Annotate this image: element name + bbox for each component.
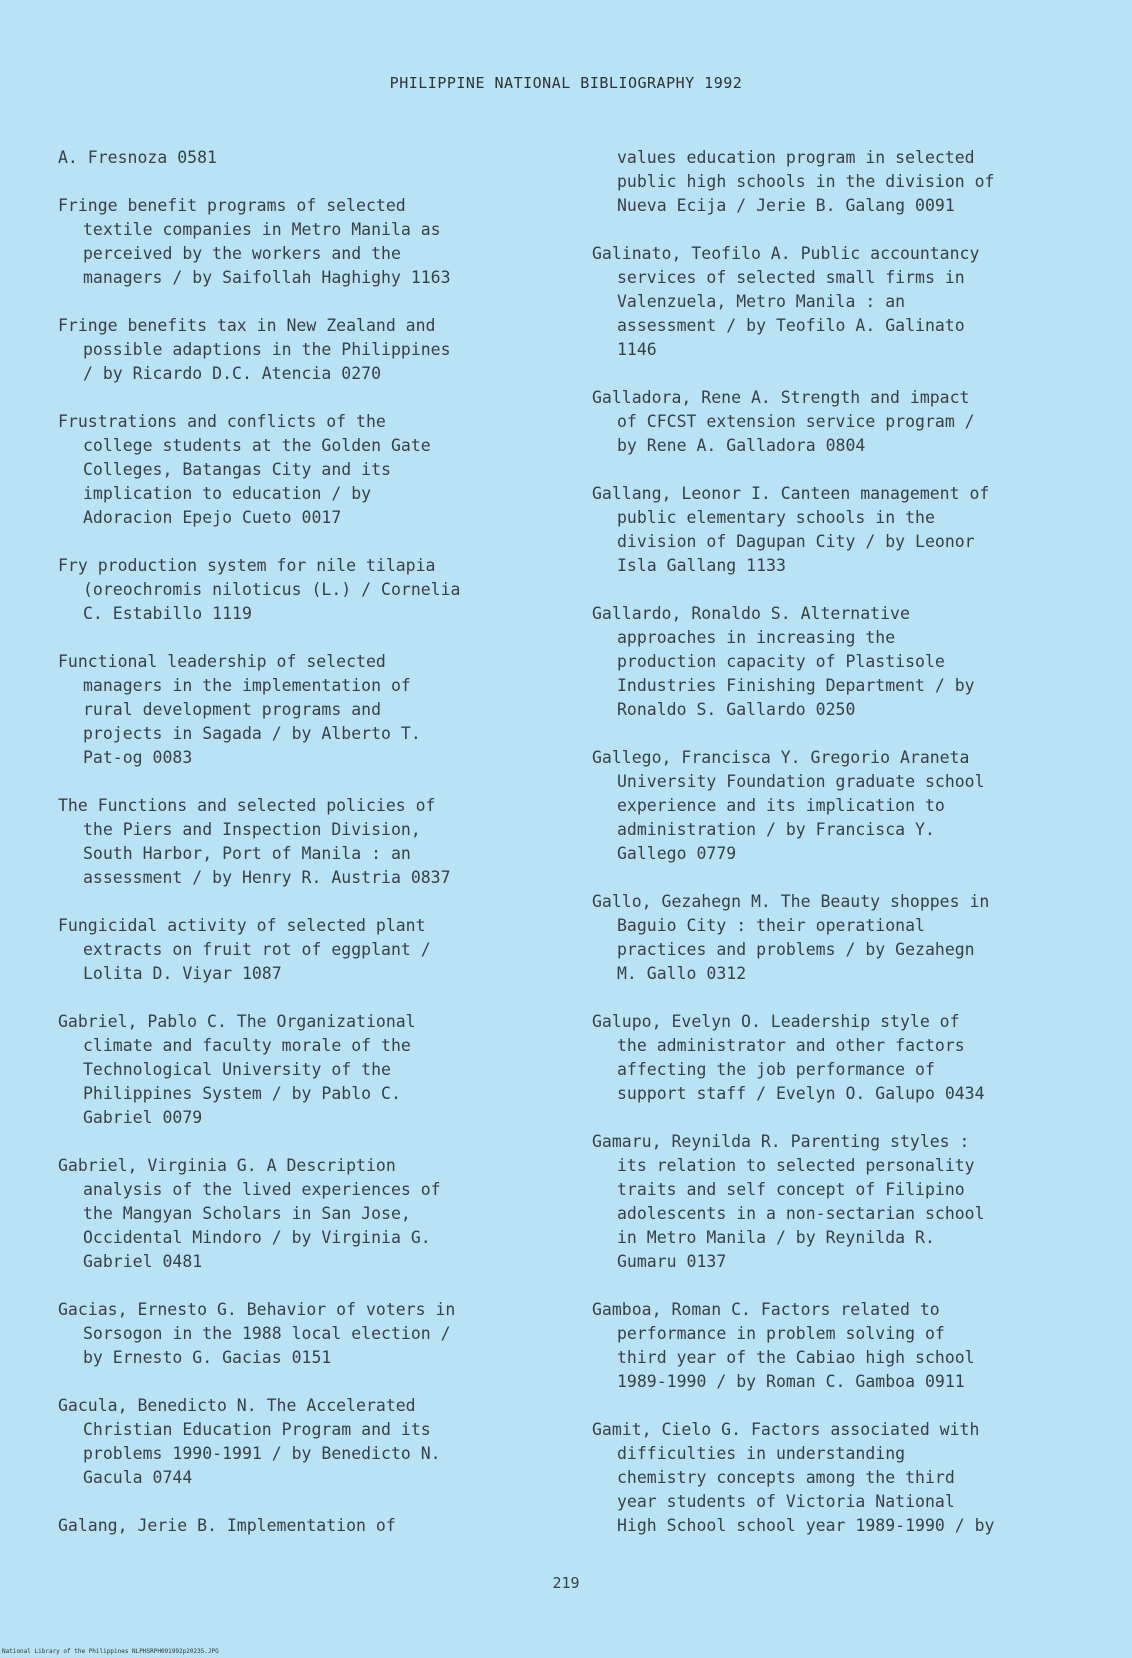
left-column: [58, 146, 558, 1562]
right-column: [592, 146, 1092, 1562]
bibliography-entry: Gallo, Gezahegn M. The Beauty shoppes in Baguio City : their operational practices and problems / by Gezahegn M. Gallo 0312: [592, 892, 990, 983]
bibliography-entry: Gacula, Benedicto N. The Accelerated Christian Education Program and its problems 1990-1991 / by Benedicto N. Gacula 0744: [58, 1396, 441, 1487]
bibliography-entry: Gamit, Cielo G. Factors associated with difficulties in understanding chemistry concepts among the third year students of Victoria National High School school year 1989-1990 / by: [592, 1420, 995, 1535]
page-header: PHILIPPINE NATIONAL BIBLIOGRAPHY 1992: [389, 74, 743, 92]
bibliography-entry: Galupo, Evelyn O. Leadership style of the administrator and other factors affecting the job performance of support staff / Evelyn O. Galupo 0434: [592, 1012, 985, 1103]
bibliography-entry: Galang, Jerie B. Implementation of: [58, 1516, 396, 1535]
bibliography-entry: Gallang, Leonor I. Canteen management of public elementary schools in the division of Dagupan City / by Leonor Isla Gallang 1133: [592, 484, 990, 575]
bibliography-entry: Gamaru, Reynilda R. Parenting styles : its relation to selected personality traits and self concept of Filipino adolescents in a non-sectarian school in Metro Manila / by Reynilda R. Gumaru 0137: [592, 1132, 985, 1271]
bibliography-entry: Fungicidal activity of selected plant extracts on fruit rot of eggplant / Lolita D. Viyar 1087: [58, 916, 431, 983]
bibliography-entry: Gallardo, Ronaldo S. Alternative approaches in increasing the production capacity of Plastisole Industries Finishing Department / by Ronaldo S. Gallardo 0250: [592, 604, 975, 719]
bibliography-entry: Gabriel, Pablo C. The Organizational climate and faculty morale of the Technological University of the Philippines System / by Pablo C. Gabriel 0079: [58, 1012, 416, 1127]
bibliography-entry: Gacias, Ernesto G. Behavior of voters in Sorsogon in the 1988 local election / by Ernesto G. Gacias 0151: [58, 1300, 456, 1367]
bibliography-entry: Gabriel, Virginia G. A Description analysis of the lived experiences of the Mangyan Scholars in San Jose, Occidental Mindoro / by Virginia G. Gabriel 0481: [58, 1156, 441, 1271]
bibliography-entry: Fringe benefit programs of selected textile companies in Metro Manila as perceived by the workers and the managers / by Saifollah Haghighy 1163: [58, 196, 451, 287]
scan-footer: National Library of the Philippines NLPHSRPH091992p20235.JPG: [2, 1648, 219, 1655]
bibliography-entry: A. Fresnoza 0581: [58, 148, 217, 167]
bibliography-entry: Gamboa, Roman C. Factors related to performance in problem solving of third year of the Cabiao high school 1989-1990 / by Roman C. Gamboa 0911: [592, 1300, 975, 1391]
bibliography-entry: Fringe benefits tax in New Zealand and possible adaptions in the Philippines / by Ricardo D.C. Atencia 0270: [58, 316, 451, 383]
bibliography-entry: Gallego, Francisca Y. Gregorio Araneta University Foundation graduate school experience and its implication to administration / by Francisca Y. Gallego 0779: [592, 748, 985, 863]
bibliography-entry: Galinato, Teofilo A. Public accountancy services of selected small firms in Valenzuela, Metro Manila : an assessment / by Teofilo A. Galinato 1146: [592, 244, 980, 359]
bibliography-entry: Frustrations and conflicts of the college students at the Golden Gate Colleges, Batangas City and its implication to education / by Adoracion Epejo Cueto 0017: [58, 412, 431, 527]
bibliography-entry: Functional leadership of selected managers in the implementation of rural development programs and projects in Sagada / by Alberto T. Pat-og 0083: [58, 652, 421, 767]
bibliography-entry-continuation: values education program in selected public high schools in the division of Nueva Ecija / Jerie B. Galang 0091: [617, 148, 995, 215]
page-number: 219: [552, 1574, 580, 1592]
bibliography-entry: Fry production system for nile tilapia (oreochromis niloticus (L.) / Cornelia C. Estabillo 1119: [58, 556, 461, 623]
bibliography-entry: Galladora, Rene A. Strength and impact of CFCST extension service program / by Rene A. Galladora 0804: [592, 388, 975, 455]
bibliography-entry: The Functions and selected policies of the Piers and Inspection Division, South Harbor, Port of Manila : an assessment / by Henry R. Austria 0837: [58, 796, 451, 887]
